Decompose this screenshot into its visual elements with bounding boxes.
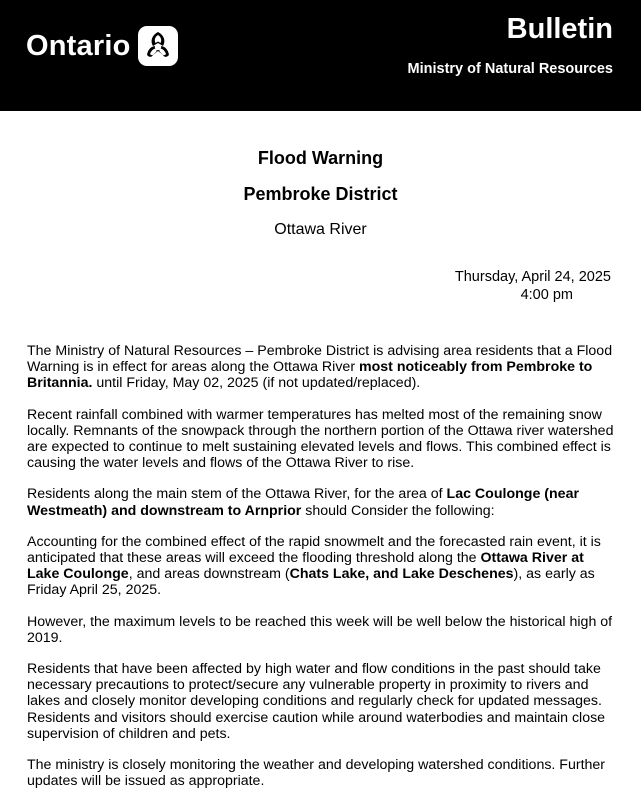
p1-text-a: The Ministry of Natural Resources – Pembroke District is advising area residents that a Flood Warning is in effect for areas along the Ottawa River <box>27 343 613 376</box>
p3-text-a: Residents along the main stem of the Ottawa River, for the area of <box>27 486 447 503</box>
issue-date: Thursday, April 24, 2025 <box>454 269 611 285</box>
p4-text-a: Accounting for the combined effect of the rapid snowmelt and the forecasted rain event, it is anticipated that these areas will exceed the flooding threshold along the <box>27 533 601 567</box>
issue-datetime <box>455 268 611 304</box>
paragraph-warning <box>27 343 617 392</box>
p3-text-c: should Consider the following: <box>301 502 495 519</box>
paragraph-historical: However, the maximum levels to be reached this week will be well below the historical high of 2019. <box>27 613 613 646</box>
document-heading: Flood Warning <box>257 148 384 168</box>
p1-text-bold: most noticeably from Pembroke to Britannia. <box>27 359 593 392</box>
ontario-logo <box>26 26 178 66</box>
district-heading: Pembroke District <box>243 184 398 204</box>
river-name: Ottawa River <box>274 221 367 238</box>
title-block <box>0 144 641 242</box>
issue-time: 4:00 pm <box>520 287 573 303</box>
logo-wordmark: Ontario <box>26 30 131 62</box>
paragraph-conditions: Recent rainfall combined with warmer temperatures has melted most of the remaining snow locally. Remnants of the snowpack through the northern portion of the Ottawa river watershed are expected to continue to melt sustaining elevated levels and flows. This combined effect is causing the water levels and flows of the Ottawa River to rise. <box>27 406 614 472</box>
ministry-name: Ministry of Natural Resources <box>407 61 613 77</box>
p1-text-c: until Friday, May 02, 2025 (if not updated/replaced). <box>92 375 421 392</box>
paragraph-precautions: Residents that have been affected by high water and flow conditions in the past should take necessary precautions to protect/secure any vulnerable property in proximity to rivers and lakes and closely monitor developing conditions and regularly check for updated messages. Residents and visitors should exercise caution while around waterbodies and maintain close supervision of children and pets. <box>27 661 606 742</box>
bulletin-title: Bulletin <box>506 13 613 45</box>
trillium-icon <box>138 26 178 66</box>
paragraph-residents <box>27 486 617 518</box>
bulletin-body <box>27 343 617 789</box>
p4-text-bold-2: Chats Lake, and Lake Deschenes <box>289 566 514 583</box>
p4-text-e: ), as early as Friday April 25, 2025. <box>27 566 595 599</box>
header-banner <box>0 0 641 111</box>
p4-text-bold-1: Ottawa River at Lake Coulonge <box>27 550 584 583</box>
paragraph-forecast <box>27 534 617 599</box>
p3-text-bold: Lac Coulonge (near Westmeath) and downstream to Arnprior <box>27 486 579 519</box>
p4-text-c: , and areas downstream ( <box>128 566 290 583</box>
paragraph-monitoring: The ministry is closely monitoring the weather and developing watershed conditions. Further updates will be issued as appropriate. <box>27 757 606 790</box>
